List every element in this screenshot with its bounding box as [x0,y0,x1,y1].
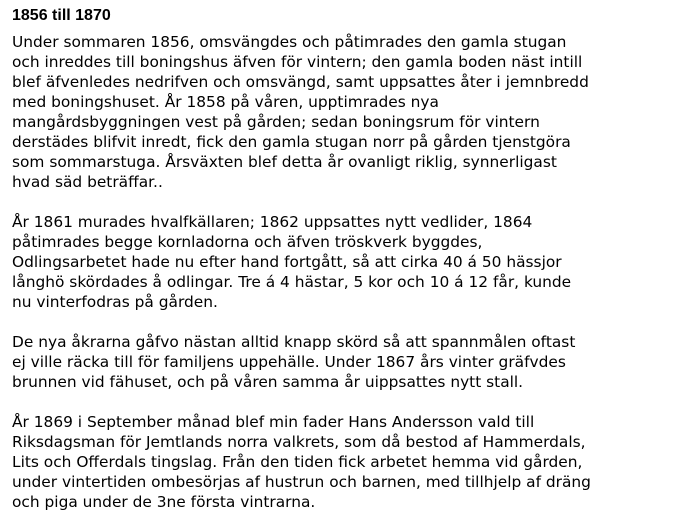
text-line: långhö skördades å odlingar. Tre á 4 hästar, 5 kor och 10 á 12 får, kunde [12,273,572,291]
text-line: Riksdagsman för Jemtlands norra valkrets, som då bestod af Hammerdals, [12,433,586,451]
text-line: Under sommaren 1856, omsvängdes och påtimrades den gamla stugan [12,33,567,51]
text-line: derstädes blifvit inredt, fick den gamla stugan norr på gården tjenstgöra [12,133,571,151]
text-line: brunnen vid fähuset, och på våren samma år uippsattes nytt stall. [12,373,524,391]
text-line: under vintertiden ombesörjas af hustrun och barnen, med tillhjelp af dräng [12,473,591,491]
text-line: blef äfvenledes nedrifven och omsvängd, samt uppsattes åter i jemnbredd [12,73,589,91]
text-line: påtimrades begge kornladorna och äfven tröskverk byggdes, [12,233,483,251]
text-line: nu vinterfodras på gården. [12,293,218,311]
text-line: och inreddes till boningshus äfven för vintern; den gamla boden näst intill [12,53,583,71]
text-line: som sommarstuga. Årsväxten blef detta år ovanligt riklig, synnerligast [12,153,557,171]
text-line: och piga under de 3ne första vintrarna. [12,493,316,511]
text-line: De nya åkrarna gåfvo nästan alltid knapp skörd så att spannmålen oftast [12,333,576,351]
text-line: Lits och Offerdals tingslag. Från den tiden fick arbetet hemma vid gården, [12,453,583,471]
text-line: med boningshuset. År 1858 på våren, upptimrades nya [12,93,439,111]
document-page [12,6,672,532]
text-line: År 1861 murades hvalfkällaren; 1862 uppsattes nytt vedlider, 1864 [12,213,533,231]
text-line: År 1869 i September månad blef min fader Hans Andersson vald till [12,413,535,431]
text-line: Odlingsarbetet hade nu efter hand fortgått, så att cirka 40 á 50 hässjor [12,253,562,271]
paragraph-4 [12,412,672,512]
paragraph-3 [12,332,672,392]
text-line: hvad säd beträffar.. [12,173,163,191]
text-line: mangårdsbyggningen vest på gården; sedan boningsrum för vintern [12,113,540,131]
paragraph-1 [12,32,672,192]
paragraph-2 [12,212,672,312]
section-heading: 1856 till 1870 [12,7,111,24]
text-line: ej ville räcka till för familjens uppehälle. Under 1867 års vinter gräfvdes [12,353,566,371]
